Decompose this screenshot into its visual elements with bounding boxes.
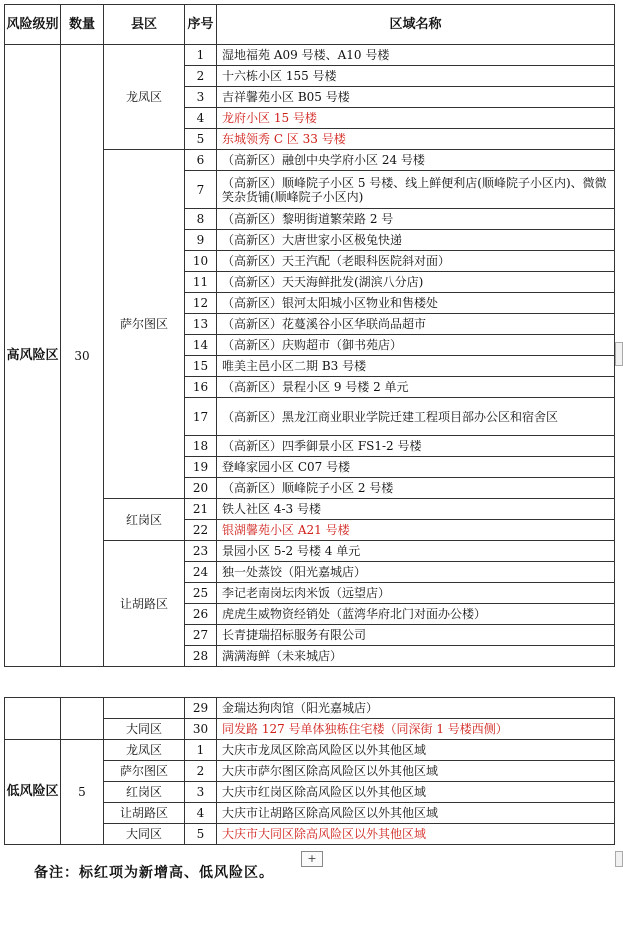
seq-cell: 5 [185, 129, 217, 150]
seq-cell: 20 [185, 478, 217, 499]
seq-cell: 24 [185, 562, 217, 583]
area-name-cell: 大庆市红岗区除高风险区以外其他区域 [217, 782, 615, 803]
risk-area-table [4, 4, 615, 667]
area-name-cell: 登峰家园小区 C07 号楼 [217, 457, 615, 478]
district-cell: 大同区 [104, 824, 185, 845]
area-name-cell: （高新区）四季御景小区 FS1-2 号楼 [217, 436, 615, 457]
area-name-cell: 铁人社区 4-3 号楼 [217, 499, 615, 520]
area-name-cell: 大庆市让胡路区除高风险区以外其他区域 [217, 803, 615, 824]
district-cell: 龙凤区 [104, 740, 185, 761]
area-name-cell: （高新区）银河太阳城小区物业和售楼处 [217, 293, 615, 314]
table-resize-handle[interactable] [615, 342, 623, 366]
area-name-cell: 满满海鲜（未来城店） [217, 646, 615, 667]
seq-cell: 3 [185, 782, 217, 803]
count-cell-cont [61, 698, 104, 740]
district-cell: 龙凤区 [104, 45, 185, 150]
seq-cell: 16 [185, 377, 217, 398]
seq-cell: 2 [185, 761, 217, 782]
count-cell: 5 [61, 740, 104, 845]
area-name-cell: （高新区）黎明街道繁荣路 2 号 [217, 209, 615, 230]
district-cell: 让胡路区 [104, 541, 185, 667]
area-name-cell: 大庆市大同区除高风险区以外其他区域 [217, 824, 615, 845]
area-name-cell: 长青捷瑞招标服务有限公司 [217, 625, 615, 646]
seq-cell: 19 [185, 457, 217, 478]
area-name-cell: 吉祥馨苑小区 B05 号楼 [217, 87, 615, 108]
seq-cell: 9 [185, 230, 217, 251]
area-name-cell: 湿地福苑 A09 号楼、A10 号楼 [217, 45, 615, 66]
seq-cell: 14 [185, 335, 217, 356]
area-name-cell: （高新区）顺峰院子小区 5 号楼、线上鲜便利店(顺峰院子小区内)、微微笑杂货铺(顺峰院子小区内) [217, 171, 615, 209]
area-name-cell: 大庆市萨尔图区除高风险区以外其他区域 [217, 761, 615, 782]
count-cell: 30 [61, 45, 104, 667]
table-row [5, 45, 615, 66]
district-cell: 让胡路区 [104, 803, 185, 824]
seq-cell: 27 [185, 625, 217, 646]
risk-area-table-continued [4, 697, 615, 845]
area-name-cell: 独一处蒸饺（阳光嘉城店） [217, 562, 615, 583]
area-name-cell: （高新区）顺峰院子小区 2 号楼 [217, 478, 615, 499]
area-name-cell: 同发路 127 号单体独栋住宅楼（同深街 1 号楼西侧） [217, 719, 615, 740]
seq-cell: 3 [185, 87, 217, 108]
add-row-button[interactable]: + [301, 851, 323, 867]
seq-cell: 22 [185, 520, 217, 541]
seq-cell: 4 [185, 108, 217, 129]
area-name-cell: 李记老南岗坛肉米饭（远望店） [217, 583, 615, 604]
area-name-cell: 唯美主邑小区二期 B3 号楼 [217, 356, 615, 377]
seq-cell: 4 [185, 803, 217, 824]
area-name-cell: （高新区）花蔓溪谷小区华联尚品超市 [217, 314, 615, 335]
seq-cell: 1 [185, 45, 217, 66]
seq-cell: 7 [185, 171, 217, 209]
header-seq: 序号 [185, 5, 217, 45]
area-name-cell: 银湖馨苑小区 A21 号楼 [217, 520, 615, 541]
area-name-cell: 龙府小区 15 号楼 [217, 108, 615, 129]
district-cell: 红岗区 [104, 499, 185, 541]
seq-cell: 21 [185, 499, 217, 520]
table-row [5, 698, 615, 719]
seq-cell: 26 [185, 604, 217, 625]
seq-cell: 23 [185, 541, 217, 562]
footnote: 备注：标红项为新增高、低风险区。 [34, 865, 274, 881]
district-cell: 萨尔图区 [104, 761, 185, 782]
risk-level-cell-cont [5, 698, 61, 740]
seq-cell: 13 [185, 314, 217, 335]
seq-cell: 28 [185, 646, 217, 667]
area-name-cell: 大庆市龙凤区除高风险区以外其他区域 [217, 740, 615, 761]
seq-cell: 15 [185, 356, 217, 377]
table-resize-handle[interactable] [615, 851, 623, 867]
area-name-cell: 金瑞达狗肉馆（阳光嘉城店） [217, 698, 615, 719]
table-header-row [5, 5, 615, 45]
area-name-cell: （高新区）景程小区 9 号楼 2 单元 [217, 377, 615, 398]
seq-cell: 17 [185, 398, 217, 436]
header-area: 区域名称 [217, 5, 615, 45]
seq-cell: 11 [185, 272, 217, 293]
header-count: 数量 [61, 5, 104, 45]
area-name-cell: 虎虎生威物资经销处（蓝湾华府北门对面办公楼） [217, 604, 615, 625]
area-name-cell: （高新区）融创中央学府小区 24 号楼 [217, 150, 615, 171]
district-cell: 红岗区 [104, 782, 185, 803]
area-name-cell: 东城领秀 C 区 33 号楼 [217, 129, 615, 150]
seq-cell: 25 [185, 583, 217, 604]
district-cell: 大同区 [104, 719, 185, 740]
area-name-cell: （高新区）庆购超市（御书苑店） [217, 335, 615, 356]
seq-cell: 18 [185, 436, 217, 457]
table-row [5, 740, 615, 761]
area-name-cell: 十六栋小区 155 号楼 [217, 66, 615, 87]
header-district: 县区 [104, 5, 185, 45]
seq-cell: 2 [185, 66, 217, 87]
seq-cell: 29 [185, 698, 217, 719]
risk-level-cell: 低风险区 [5, 740, 61, 845]
seq-cell: 5 [185, 824, 217, 845]
risk-level-cell: 高风险区 [5, 45, 61, 667]
seq-cell: 6 [185, 150, 217, 171]
seq-cell: 10 [185, 251, 217, 272]
district-cell: 萨尔图区 [104, 150, 185, 499]
seq-cell: 30 [185, 719, 217, 740]
seq-cell: 12 [185, 293, 217, 314]
area-name-cell: （高新区）天天海鲜批发(湖滨八分店) [217, 272, 615, 293]
page-break-gap [0, 683, 623, 697]
area-name-cell: （高新区）天王汽配（老眼科医院斜对面） [217, 251, 615, 272]
seq-cell: 8 [185, 209, 217, 230]
area-name-cell: （高新区）黑龙江商业职业学院迁建工程项目部办公区和宿舍区 [217, 398, 615, 436]
area-name-cell: （高新区）大唐世家小区极兔快递 [217, 230, 615, 251]
seq-cell: 1 [185, 740, 217, 761]
header-level: 风险级别 [5, 5, 61, 45]
district-cell [104, 698, 185, 719]
area-name-cell: 景园小区 5-2 号楼 4 单元 [217, 541, 615, 562]
